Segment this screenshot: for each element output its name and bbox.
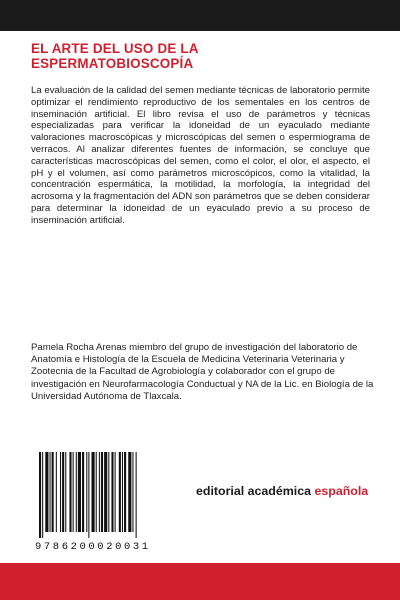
barcode-bar [136,452,137,538]
barcode-bar [119,452,121,532]
barcode-bar [115,452,116,532]
barcode-bar [82,452,84,532]
publisher-name-part1: editorial académica [196,484,312,498]
barcode-bar [108,452,109,532]
barcode-bars [35,452,185,538]
isbn-digits: 9786200020031 [35,541,151,553]
barcode-bar [88,452,89,538]
author-bio: Pamela Rocha Arenas miembro del grupo de investigación del laboratorio de Anatomía e Histología de la Escuela de Medicina Veterinaria Veterinaria y Zootecnia de la Facultad de Agrobiología y colaborador con el grupo de investigación en Neurofarmacología Conductual y NA de la Lic. en Biología de la Universidad Autónoma de Tlaxcala. [31,342,374,402]
barcode-bar [65,452,66,532]
title-line-2: ESPERMATOBIOSCOPÍA [31,56,194,71]
barcode-bar [99,452,100,532]
book-title [31,41,371,71]
book-abstract: La evaluación de la calidad del semen mediante técnicas de laboratorio permite optimizar el rendimiento reproductivo de los sementales en los centros de inseminación artificial. El libro revisa el uso de parámetros y técnicas especializadas para verificar la idoneidad de un eyaculado mediante valoraciones macroscópicas y microscópicas del semen o espermiograma de verracos. Al analizar diferentes fuentes de información, se concluye que características macroscópicas del semen, como el color, el olor, el aspecto, el pH y el volumen, así como parámetros microscópicos, como la vitalidad, la concentración espermática, la motilidad, la morfología, la integridad del acrosoma y la fragmentación del ADN son parámetros que se deben considerar para determinar la idoneidad de un eyaculado previo a su proceso de inseminación artificial. [31,85,370,226]
barcode-bar [62,452,64,532]
barcode-bar [50,452,51,532]
barcode-bar [60,452,61,532]
title-line-1: EL ARTE DEL USO DE LA [31,41,199,56]
publisher-name-part2: española [314,484,369,498]
barcode-bar [56,452,57,532]
barcode-bar [69,452,71,532]
barcode-bar [42,452,43,538]
barcode-bar [73,452,74,532]
barcode-bar [86,452,87,532]
top-dark-band [0,0,400,31]
barcode-bar [96,452,97,532]
barcode-bar [122,452,123,532]
barcode-bar [76,452,77,532]
isbn-barcode [35,452,185,552]
barcode-bar [39,452,41,538]
barcode-bar [128,452,131,532]
barcode-bar [104,452,107,532]
barcode-bar [111,452,113,532]
bottom-red-band [0,563,400,600]
barcode-bar [52,452,54,532]
barcode-bar [101,452,103,532]
barcode-bar [132,452,133,532]
barcode-bar [45,452,48,532]
barcode-bar [78,452,81,532]
barcode-bar [92,452,95,532]
barcode-bar [124,452,126,532]
publisher-logo-text [196,484,368,498]
